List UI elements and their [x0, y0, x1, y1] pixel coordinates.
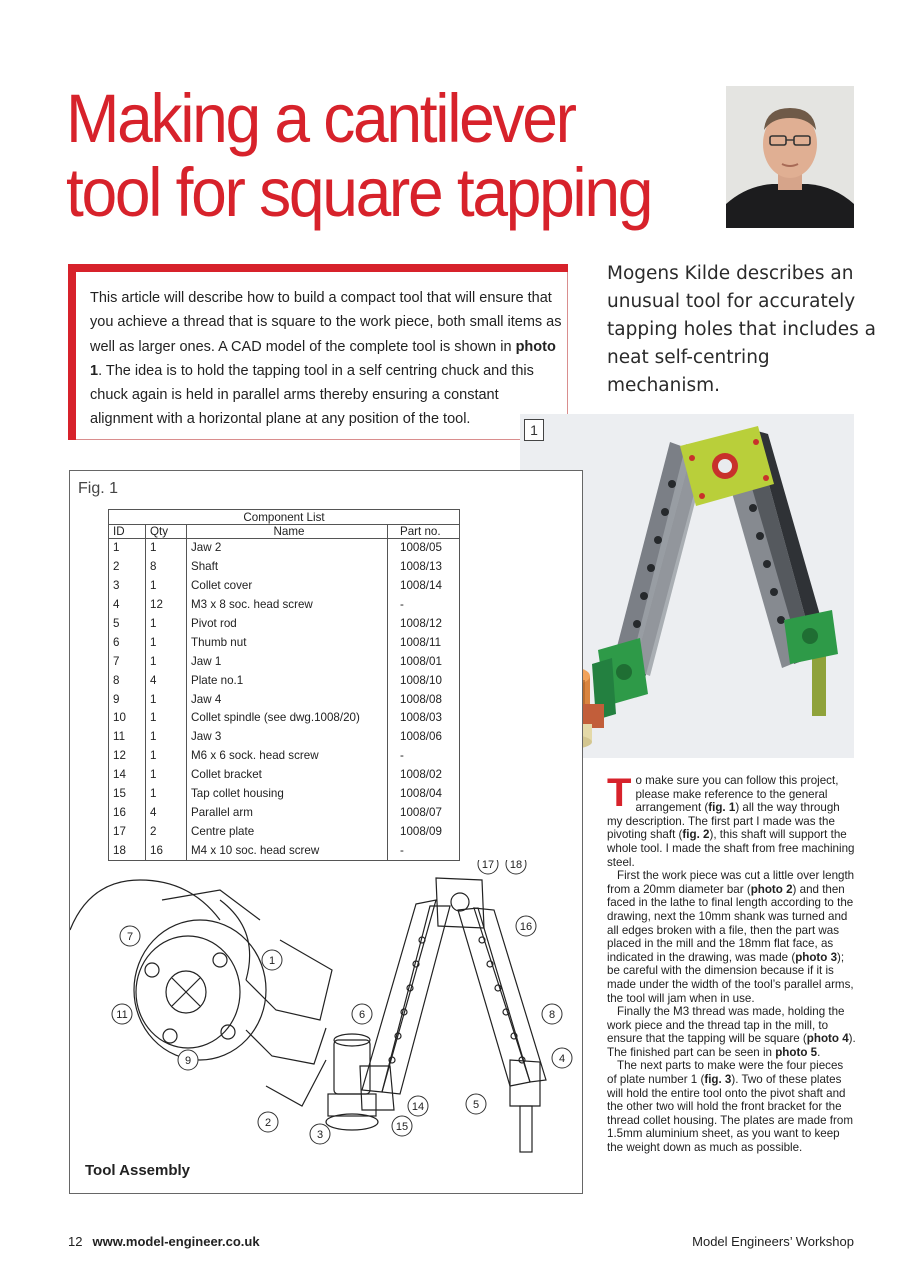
- column-header-qty: Qty: [146, 525, 187, 539]
- cell-qty: 1: [146, 785, 187, 804]
- callout-label: 9: [184, 1055, 192, 1067]
- column-header-id: ID: [109, 525, 146, 539]
- body-paragraph: [607, 771, 856, 869]
- body-text-run: ) and then faced in the lathe to final length according to the drawing, next the 10mm shank was turned and all edges broken with a file, then the part was placed in the mill and the 18mm flat face, as indicated in the drawing, was made (: [607, 882, 854, 964]
- tool-assembly-drawing: [70, 860, 582, 1160]
- callout-label: 15: [395, 1121, 409, 1133]
- callout-3: [310, 1124, 330, 1144]
- figure-ref: fig. 2: [682, 828, 710, 842]
- table-row: [109, 822, 460, 841]
- table-row: [109, 766, 460, 785]
- body-paragraph: [607, 1059, 856, 1154]
- cell-qty: 12: [146, 596, 187, 615]
- callout-17: [478, 860, 498, 874]
- photo-number-badge: 1: [524, 419, 544, 441]
- title-line-1: Making a cantilever: [66, 80, 575, 157]
- table-row: [109, 615, 460, 634]
- cell-part-no: -: [388, 596, 460, 615]
- callout-label: 17: [481, 860, 495, 871]
- body-text-run: ), this shaft will support the whole tool. I made the shaft from free machining steel.: [607, 828, 855, 869]
- callout-label: 11: [116, 1009, 128, 1021]
- cell-part-no: 1008/10: [388, 671, 460, 690]
- callout-6: [352, 1004, 372, 1024]
- table-row: [109, 577, 460, 596]
- cell-name: M6 x 6 sock. head screw: [187, 747, 388, 766]
- cell-name: Jaw 1: [187, 652, 388, 671]
- page-number: 12: [68, 1234, 83, 1249]
- table-body: [109, 539, 460, 861]
- callout-15: [392, 1116, 412, 1136]
- cell-part-no: 1008/01: [388, 652, 460, 671]
- cell-id: 11: [109, 728, 146, 747]
- cell-name: Shaft: [187, 558, 388, 577]
- cell-qty: 1: [146, 539, 187, 558]
- cell-id: 17: [109, 822, 146, 841]
- cell-qty: 1: [146, 633, 187, 652]
- cell-qty: 16: [146, 841, 187, 860]
- body-text-run: o make sure you can follow this project, please make reference to the general arrangement (: [635, 774, 839, 815]
- body-text-run: Finally the M3 thread was made, holding the work piece and the thread tap in the mill, to ensure that the tapping will be square (: [607, 1005, 845, 1046]
- photo-ref: photo 3: [795, 950, 838, 964]
- cell-qty: 1: [146, 766, 187, 785]
- cell-name: Centre plate: [187, 822, 388, 841]
- table-row: [109, 558, 460, 577]
- cell-name: M3 x 8 soc. head screw: [187, 596, 388, 615]
- callout-1: [262, 950, 282, 970]
- cell-part-no: 1008/07: [388, 803, 460, 822]
- callout-7: [120, 926, 140, 946]
- cell-id: 6: [109, 633, 146, 652]
- website-link[interactable]: www.model-engineer.co.uk: [92, 1234, 260, 1249]
- cell-name: Pivot rod: [187, 615, 388, 634]
- body-text-run: The next parts to make were the four pieces of plate number 1 (: [607, 1059, 844, 1087]
- photo-ref: photo 4: [806, 1032, 849, 1046]
- table-row: [109, 728, 460, 747]
- table-row: [109, 633, 460, 652]
- callout-2: [258, 1112, 278, 1132]
- figure-caption: Tool Assembly: [85, 1162, 191, 1179]
- callout-8: [542, 1004, 562, 1024]
- callout-label: 18: [509, 860, 523, 871]
- cell-id: 14: [109, 766, 146, 785]
- cell-name: Collet bracket: [187, 766, 388, 785]
- callout-label: 2: [264, 1117, 272, 1129]
- drop-cap: T: [607, 771, 632, 815]
- callout-4: [552, 1048, 572, 1068]
- cell-part-no: 1008/13: [388, 558, 460, 577]
- callout-label: 3: [316, 1129, 324, 1141]
- callout-9: [178, 1050, 198, 1070]
- cell-id: 5: [109, 615, 146, 634]
- table-row: [109, 709, 460, 728]
- cell-part-no: -: [388, 841, 460, 860]
- cell-id: 15: [109, 785, 146, 804]
- cell-part-no: 1008/03: [388, 709, 460, 728]
- table-row: [109, 841, 460, 860]
- cell-part-no: 1008/11: [388, 633, 460, 652]
- cell-id: 16: [109, 803, 146, 822]
- callout-5: [466, 1094, 486, 1114]
- cell-qty: 1: [146, 615, 187, 634]
- photo-ref: photo 2: [750, 882, 793, 896]
- author-portrait-image: [726, 86, 854, 228]
- cell-qty: 1: [146, 652, 187, 671]
- cell-name: M4 x 10 soc. head screw: [187, 841, 388, 860]
- cell-qty: 4: [146, 671, 187, 690]
- table-row: [109, 690, 460, 709]
- cell-part-no: 1008/04: [388, 785, 460, 804]
- cell-part-no: -: [388, 747, 460, 766]
- cell-name: Jaw 2: [187, 539, 388, 558]
- cell-name: Tap collet housing: [187, 785, 388, 804]
- cell-id: 12: [109, 747, 146, 766]
- column-header-part-no: Part no.: [388, 525, 460, 539]
- footer-left: [68, 1234, 260, 1249]
- intro-text-part: This article will describe how to build a compact tool that will ensure that you achieve a thread that is square to the work piece, both small items as well as larger ones. A CAD model of the complete tool is shown in: [90, 290, 562, 355]
- cell-qty: 1: [146, 747, 187, 766]
- cell-part-no: 1008/08: [388, 690, 460, 709]
- table-row: [109, 785, 460, 804]
- cell-name: Jaw 3: [187, 728, 388, 747]
- cell-qty: 1: [146, 690, 187, 709]
- author-photo: [726, 86, 854, 228]
- cell-name: Collet spindle (see dwg.1008/20): [187, 709, 388, 728]
- body-paragraph: [607, 1005, 856, 1059]
- table-caption: Component List: [109, 510, 460, 525]
- cell-id: 3: [109, 577, 146, 596]
- article-body: [607, 771, 856, 1155]
- intro-photo-ref: photo 1: [90, 338, 556, 379]
- body-paragraph: [607, 869, 856, 1005]
- callout-layer: [112, 860, 572, 1144]
- cell-id: 10: [109, 709, 146, 728]
- cell-qty: 8: [146, 558, 187, 577]
- table-row: [109, 803, 460, 822]
- callout-label: 5: [472, 1099, 480, 1111]
- table-row: [109, 671, 460, 690]
- table-row: [109, 747, 460, 766]
- table-row: [109, 539, 460, 558]
- figure-label: Fig. 1: [78, 480, 119, 497]
- cell-qty: 1: [146, 577, 187, 596]
- magazine-name: Model Engineers’ Workshop: [692, 1234, 854, 1249]
- callout-label: 7: [126, 931, 134, 943]
- callout-label: 8: [548, 1009, 556, 1021]
- photo-ref: photo 5: [775, 1045, 818, 1059]
- cell-qty: 2: [146, 822, 187, 841]
- cell-id: 1: [109, 539, 146, 558]
- cell-id: 9: [109, 690, 146, 709]
- component-list-table: [108, 509, 460, 861]
- cell-id: 2: [109, 558, 146, 577]
- standfirst: Mogens Kilde describes an unusual tool for accurately tapping holes that includes a neat self-centring mechanism.: [607, 263, 876, 396]
- figure-ref: fig. 1: [708, 801, 736, 815]
- cell-qty: 1: [146, 728, 187, 747]
- body-text-run: ) all the way through my description. The first part I made was the pivoting shaft (: [607, 801, 840, 842]
- cell-name: Parallel arm: [187, 803, 388, 822]
- cell-part-no: 1008/02: [388, 766, 460, 785]
- cell-part-no: 1008/12: [388, 615, 460, 634]
- callout-16: [516, 916, 536, 936]
- callout-label: 4: [558, 1053, 566, 1065]
- title-line-2: tool for square tapping: [66, 154, 652, 231]
- callout-label: 1: [268, 955, 276, 967]
- body-text-run: .: [817, 1045, 821, 1059]
- callout-11: [112, 1004, 132, 1024]
- cell-name: Thumb nut: [187, 633, 388, 652]
- intro-text: [90, 286, 562, 432]
- cell-name: Collet cover: [187, 577, 388, 596]
- cell-id: 18: [109, 841, 146, 860]
- table-row: [109, 652, 460, 671]
- callout-label: 14: [411, 1101, 425, 1113]
- cell-part-no: 1008/14: [388, 577, 460, 596]
- body-text-run: ). The finished part can be seen in: [607, 1032, 856, 1059]
- cell-id: 4: [109, 596, 146, 615]
- cell-part-no: 1008/05: [388, 539, 460, 558]
- column-header-name: Name: [187, 525, 388, 539]
- cell-id: 7: [109, 652, 146, 671]
- callout-label: 16: [519, 921, 533, 933]
- body-text-run: ). Two of these plates will hold the entire tool onto the pivot shaft and the other two will hold the front bracket for the thread collet housing. The plates are made from 1.5mm aluminium sheet, as you want to keep the weight down as much as possible.: [607, 1073, 853, 1155]
- cell-part-no: 1008/09: [388, 822, 460, 841]
- intro-text-part: . The idea is to hold the tapping tool in a self centring chuck and this chuck again is held in parallel arms thereby ensuring a constant alignment with a horizontal plane at any position of the tool.: [90, 362, 534, 428]
- table-row: [109, 596, 460, 615]
- cell-name: Plate no.1: [187, 671, 388, 690]
- cell-id: 8: [109, 671, 146, 690]
- cell-name: Jaw 4: [187, 690, 388, 709]
- body-text-run: ); be careful with the dimension because if it is made under the width of the tool’s parallel arms, the tool will jam when in use.: [607, 950, 854, 1005]
- cell-part-no: 1008/06: [388, 728, 460, 747]
- callout-18: [506, 860, 526, 874]
- cell-qty: 4: [146, 803, 187, 822]
- figure-ref: fig. 3: [704, 1073, 732, 1087]
- article-title: [66, 82, 661, 230]
- body-text-run: First the work piece was cut a little over length from a 20mm diameter bar (: [607, 869, 855, 896]
- callout-label: 6: [358, 1009, 366, 1021]
- callout-14: [408, 1096, 428, 1116]
- cell-qty: 1: [146, 709, 187, 728]
